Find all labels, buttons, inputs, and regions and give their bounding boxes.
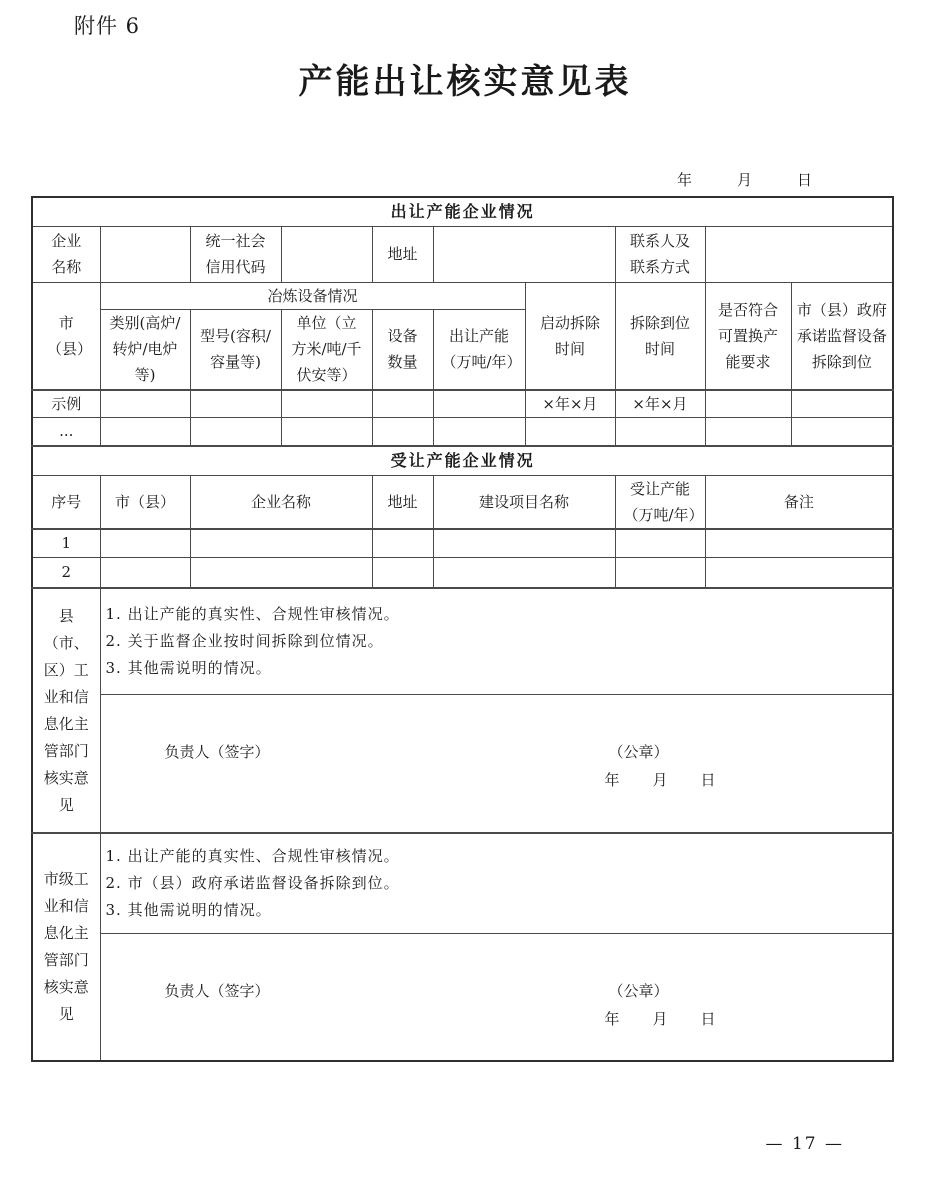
county-opinion-item-2: 2. 关于监督企业按时间拆除到位情况。 [105, 631, 384, 650]
example-category-cell [100, 390, 190, 418]
contact-label: 联系人及联系方式 [615, 226, 705, 282]
col-equipment-unit: 单位（立方米/吨/千伏安等） [281, 309, 372, 390]
col-remark: 备注 [705, 476, 893, 530]
smelting-equipment-header: 冶炼设备情况 [100, 282, 525, 309]
city-signature-area [100, 933, 893, 1061]
empty-cell [372, 529, 433, 557]
empty-cell [372, 557, 433, 588]
example-model-cell [190, 390, 281, 418]
county-signature-label: 负责人（签字） [164, 742, 270, 761]
empty-cell [433, 557, 615, 588]
county-opinion-items [100, 588, 893, 694]
empty-cell [190, 557, 372, 588]
col-demolition-in-place-time: 拆除到位时间 [615, 282, 705, 390]
example-unit-cell [281, 390, 372, 418]
col-start-demolition-time: 启动拆除时间 [525, 282, 615, 390]
col-construction-project: 建设项目名称 [433, 476, 615, 530]
address-label: 地址 [372, 226, 433, 282]
capacity-transfer-form-table [31, 196, 894, 1062]
county-seal-label: （公章） [608, 742, 669, 761]
example-capacity-cell [433, 390, 525, 418]
empty-cell [433, 529, 615, 557]
empty-cell [100, 418, 190, 446]
example-in-place-time: ×年×月 [615, 390, 705, 418]
empty-cell [190, 529, 372, 557]
empty-cell [190, 418, 281, 446]
city-opinion-label: 市级工业和信息化主管部门核实意见 [32, 833, 100, 1061]
col-transferee-company: 企业名称 [190, 476, 372, 530]
col-equipment-category: 类别(高炉/转炉/电炉等) [100, 309, 190, 390]
city-signature-date: 年 月 日 [604, 1009, 717, 1028]
example-start-time: ×年×月 [525, 390, 615, 418]
county-signature-date: 年 月 日 [604, 770, 717, 789]
city-opinion-item-1: 1. 出让产能的真实性、合规性审核情况。 [105, 846, 400, 865]
empty-cell [791, 418, 893, 446]
transferee-row1-seq: 1 [32, 529, 100, 557]
col-transfer-capacity: 出让产能（万吨/年） [433, 309, 525, 390]
attachment-label: 附件 6 [74, 14, 141, 38]
company-name-label: 企业名称 [32, 226, 100, 282]
company-name-value-cell [100, 226, 190, 282]
empty-cell [100, 529, 190, 557]
empty-cell [525, 418, 615, 446]
example-supervision-cell [791, 390, 893, 418]
empty-cell [615, 418, 705, 446]
empty-cell [705, 557, 893, 588]
county-opinion-item-1: 1. 出让产能的真实性、合规性审核情况。 [105, 604, 400, 623]
transferor-section-header: 出让产能企业情况 [32, 197, 893, 226]
empty-cell [705, 418, 791, 446]
page-number: — 17 — [765, 1134, 844, 1154]
county-signature-area [100, 694, 893, 833]
credit-code-label: 统一社会信用代码 [190, 226, 281, 282]
example-row-label: 示例 [32, 390, 100, 418]
col-transferee-city: 市（县） [100, 476, 190, 530]
empty-cell [372, 418, 433, 446]
col-received-capacity: 受让产能（万吨/年） [615, 476, 705, 530]
address-value-cell [433, 226, 615, 282]
header-date-line: 年 月 日 [676, 171, 812, 189]
col-sequence-number: 序号 [32, 476, 100, 530]
page-title: 产能出让核实意见表 [298, 62, 632, 102]
city-seal-label: （公章） [608, 981, 669, 1000]
transferee-row2-seq: 2 [32, 557, 100, 588]
example-quantity-cell [372, 390, 433, 418]
city-opinion-item-3: 3. 其他需说明的情况。 [105, 900, 272, 919]
credit-code-value-cell [281, 226, 372, 282]
empty-cell [705, 529, 893, 557]
empty-cell [433, 418, 525, 446]
transferee-section-header: 受让产能企业情况 [32, 446, 893, 476]
ellipsis-row-label: ... [32, 418, 100, 446]
col-equipment-model: 型号(容积/容量等) [190, 309, 281, 390]
empty-cell [100, 557, 190, 588]
col-government-supervision: 市（县）政府承诺监督设备拆除到位 [791, 282, 893, 390]
county-opinion-item-3: 3. 其他需说明的情况。 [105, 658, 272, 677]
city-signature-label: 负责人（签字） [164, 981, 270, 1000]
empty-cell [615, 557, 705, 588]
city-county-label: 市（县） [32, 282, 100, 390]
col-transferee-address: 地址 [372, 476, 433, 530]
empty-cell [615, 529, 705, 557]
contact-value-cell [705, 226, 893, 282]
city-opinion-items [100, 833, 893, 933]
empty-cell [281, 418, 372, 446]
col-equipment-quantity: 设备数量 [372, 309, 433, 390]
county-opinion-label: 县（市、区）工业和信息化主管部门核实意见 [32, 588, 100, 833]
col-replacement-compliance: 是否符合可置换产能要求 [705, 282, 791, 390]
city-opinion-item-2: 2. 市（县）政府承诺监督设备拆除到位。 [105, 873, 400, 892]
example-compliance-cell [705, 390, 791, 418]
